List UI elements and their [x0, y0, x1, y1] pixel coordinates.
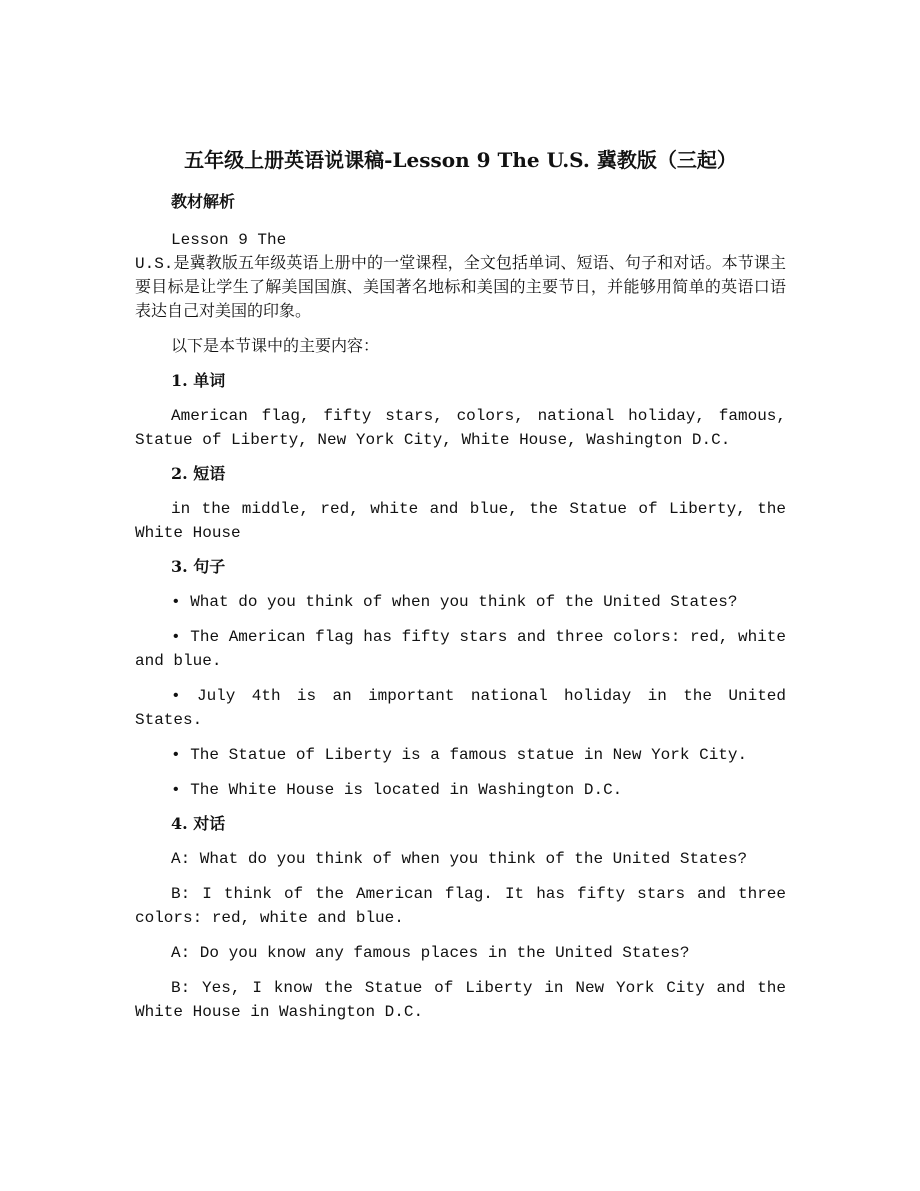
document-title: 五年级上册英语说课稿-Lesson 9 The U.S. 冀教版（三起）: [184, 148, 737, 172]
words-heading: 1. 单词: [171, 371, 226, 390]
sentence-item: • The American flag has fifty stars and three colors: red, white and blue.: [135, 628, 786, 670]
section-heading-analysis: 教材解析: [171, 192, 236, 211]
sentence-item: • The White House is located in Washington D.C.: [171, 781, 623, 799]
sentence-item: • July 4th is an important national holiday in the United States.: [135, 687, 786, 729]
document-body: [135, 140, 786, 1024]
dialogue-line: A: Do you know any famous places in the United States?: [171, 944, 690, 962]
dialogue-line: B: I think of the American flag. It has fifty stars and three colors: red, white and blue.: [135, 885, 786, 927]
sentence-item: • What do you think of when you think of the United States?: [171, 593, 738, 611]
dialogue-heading: 4. 对话: [171, 814, 226, 833]
phrases-paragraph: in the middle, red, white and blue, the Statue of Liberty, the White House: [135, 500, 786, 542]
sentence-item: • The Statue of Liberty is a famous statue in New York City.: [171, 746, 748, 764]
main-content-intro: 以下是本节课中的主要内容：: [171, 338, 380, 356]
intro-paragraph-line1: Lesson 9 The: [171, 231, 287, 249]
sentences-heading: 3. 句子: [171, 557, 226, 576]
phrases-heading: 2. 短语: [171, 464, 226, 483]
dialogue-line: B: Yes, I know the Statue of Liberty in New York City and the White House in Washington D.C.: [135, 979, 786, 1021]
dialogue-line: A: What do you think of when you think of the United States?: [171, 850, 748, 868]
words-paragraph: American flag, fifty stars, colors, national holiday, famous, Statue of Liberty, New York City, White House, Washington D.C.: [135, 407, 786, 449]
intro-paragraph: U.S.是冀教版五年级英语上册中的一堂课程，全文包括单词、短语、句子和对话。本节课主要目标是让学生了解美国国旗、美国著名地标和美国的主要节日，并能够用简单的英语口语表达自己对美国的印象。: [135, 255, 786, 321]
